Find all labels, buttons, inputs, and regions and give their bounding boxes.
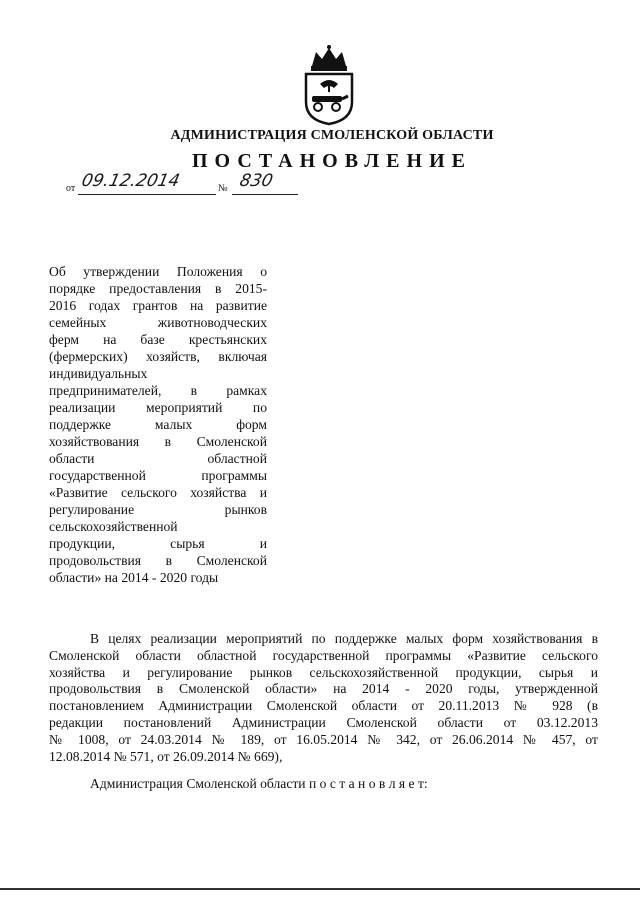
subject-line: хозяйствования в Смоленской [49,434,267,449]
date-underline [78,194,216,195]
subject-line: индивидуальных [49,366,148,381]
date-label: от [66,183,76,194]
subject-line: «Развитие сельского хозяйства и [49,485,267,500]
date-number-line [66,171,366,197]
subject-line: семейных животноводческих [49,315,267,330]
organization-name: АДМИНИСТРАЦИЯ СМОЛЕНСКОЙ ОБЛАСТИ [170,128,494,143]
body-line: № 1008, от 24.03.2014 № 189, от 16.05.2014 № 342, от 26.06.2014 № 457, от [49,731,598,747]
body-line: продовольствия в Смоленской области» на 2014 - 2020 годы, утвержденной [49,681,598,697]
subject-line: продовольствия в Смоленской [49,553,267,568]
handwritten-date: 09.12.2014 [79,171,182,191]
subject-line: Об утверждении Положения о [49,264,267,279]
body-line: 12.08.2014 № 571, от 26.09.2014 № 669), [49,748,283,764]
subject-line: 2016 годах грантов на развитие [49,298,267,313]
handwritten-number: 830 [237,171,275,191]
body-line: Смоленской области областной государственной программы «Развитие сельского [49,647,598,663]
subject-line: (фермерских) хозяйств, включая [49,349,267,364]
subject-line: поддержке малых форм [49,417,267,432]
decree-statement: Администрация Смоленской области п о с т а н о в л я е т: [90,776,428,791]
body-line: редакции постановлений Администрации Смоленской области от 03.12.2013 [49,714,598,730]
number-label: № [218,183,228,194]
subject-line: государственной программы [49,468,267,483]
body-line: В целях реализации мероприятий по поддержке малых форм хозяйствования в [90,631,598,646]
subject-line: области» на 2014 - 2020 годы [49,570,219,585]
subject-line: области областной [49,451,267,466]
subject-line: порядке предоставления в 2015- [49,281,267,296]
number-underline [232,194,298,195]
body-line: постановлением Администрации Смоленской области от 20.11.2013 № 928 (в [49,698,598,714]
subject-line: ферм на базе крестьянских [49,332,267,347]
subject-line: продукции, сырья и [49,536,267,551]
document-subject [49,263,267,586]
smolensk-coat-of-arms-icon [298,44,360,126]
document-type-title: ПОСТАНОВЛЕНИЕ [192,150,472,172]
subject-line: предпринимателей, в рамках [49,383,267,398]
subject-line: регулирование рынков [49,502,267,517]
subject-line: сельскохозяйственной [49,519,178,534]
body-line: хозяйства и регулирование рынков сельскохозяйственной продукции, сырья и [49,664,598,680]
preamble-paragraph [49,631,598,765]
page-bottom-edge [0,888,640,890]
subject-line: реализации мероприятий по [49,400,267,415]
